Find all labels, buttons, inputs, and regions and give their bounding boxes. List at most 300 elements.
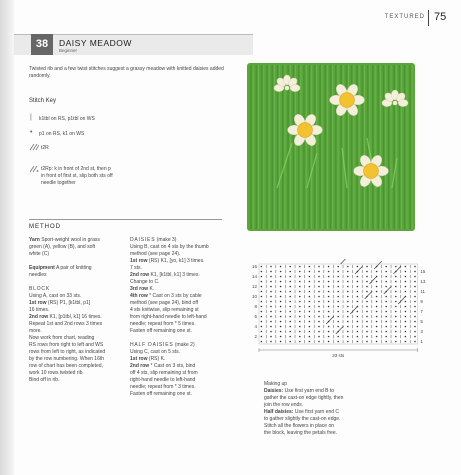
purl-dot [289,336,291,338]
purl-dot [270,316,272,318]
width-label: 33 sts [332,353,345,358]
purl-dot [318,326,320,328]
line-text: method (see page 24). [130,251,181,257]
purl-dot [261,271,263,273]
row-label: 1st row [130,258,148,264]
text-line [29,265,124,272]
purl-dot [309,296,311,298]
row-number-left: 16 [251,264,257,269]
line-text: gather the cast-on edge tightly, then [264,395,344,401]
purl-dot [376,321,378,323]
purl-dot [385,281,387,283]
purl-dot [385,276,387,278]
purl-dot [309,301,311,303]
line-text: 4 sts knitwise, slip remaining st [130,307,199,313]
purl-dot [280,271,282,273]
purl-dot [280,281,282,283]
purl-dot [289,291,291,293]
text-line [130,328,230,335]
purl-dot [299,301,301,303]
text-line [29,370,124,377]
purl-dot [337,306,339,308]
purl-dot [366,286,368,288]
text-line [130,272,230,279]
line-text: rows from left to right, as indicated [29,349,106,355]
purl-dot [395,296,397,298]
purl-dot [309,316,311,318]
purl-dot [395,291,397,293]
stitch-key-item: p1 on RS, k1 on WS [39,131,85,137]
purl-dot [395,326,397,328]
purl-dot [357,276,359,278]
row-label: 2nd row [29,314,49,320]
line-text: right-hand needle to left-hand [130,377,196,383]
purl-dot [395,286,397,288]
purl-dot [357,286,359,288]
text-line [29,251,124,258]
purl-dot [347,296,349,298]
purl-dot [395,341,397,343]
method-heading: METHOD [29,224,61,230]
line-text: Fasten off remaining one st. [130,391,192,397]
twist-symbol [393,266,401,274]
purl-dot [405,301,407,303]
twist-symbol [384,286,392,294]
purl-dot [357,321,359,323]
purl-dot [261,301,263,303]
purl-dot [270,301,272,303]
purl-dot [309,286,311,288]
label: Daisies: [264,388,284,394]
purl-dot [347,316,349,318]
method-column-daisies [130,237,230,398]
purl-dot [261,326,263,328]
line-text: (make 3) [155,237,177,243]
purl-dot [337,276,339,278]
stitch-chart [248,259,453,359]
row-number-left: 8 [254,304,257,309]
line-text: from right-hand needle to left-hand [130,314,207,320]
text-line [130,237,230,244]
purl-dot [366,271,368,273]
text-line [29,272,124,279]
purl-dot [385,301,387,303]
header-divider [428,10,429,26]
purl-dot [405,321,407,323]
purl-dot [318,341,320,343]
text-line [130,265,230,272]
purl-dot [328,306,330,308]
row-number-right: 13 [420,279,426,284]
text-line [29,300,124,307]
purl-dot [376,326,378,328]
method-column-block [29,237,124,384]
purl-dot [366,266,368,268]
purl-dot [376,291,378,293]
purl-dot [289,281,291,283]
purl-dot [318,331,320,333]
purl-dot [261,321,263,323]
purl-dot [337,286,339,288]
purl-dot [405,276,407,278]
purl-dot [376,331,378,333]
purl-dot [270,291,272,293]
purl-dot [261,276,263,278]
twist-symbol [326,316,334,324]
line-text: needles [29,272,47,278]
purl-dot [328,316,330,318]
purl-dot [318,296,320,298]
purl-dot [414,321,416,323]
purl-dot [280,326,282,328]
purl-dot [337,326,339,328]
line-text: 7 sts. [130,265,142,271]
text-line [130,244,230,251]
purl-dot [395,281,397,283]
text-line [264,423,414,430]
row-label: Equipment [29,265,55,271]
purl-dot [337,316,339,318]
purl-dot [337,321,339,323]
row-number-left: 12 [251,284,257,289]
purl-dot [309,281,311,283]
purl-dot [270,336,272,338]
purl-dot [318,286,320,288]
daisy-center [298,123,313,138]
row-number-right: 3 [420,329,423,334]
purl-dot [299,331,301,333]
pattern-number: 38 [31,34,53,55]
purl-dot [337,281,339,283]
purl-dot [309,291,311,293]
purl-dot [261,331,263,333]
making-up-heading: Making up [264,381,288,387]
purl-dot [328,336,330,338]
text-line [130,279,230,286]
purl-dot [395,321,397,323]
text-line [29,356,124,363]
purl-dot [385,271,387,273]
purl-dot [414,326,416,328]
purl-dot [366,281,368,283]
purl-dot [289,301,291,303]
line-gap [29,258,124,265]
purl-dot [337,291,339,293]
purl-dot [261,296,263,298]
method-divider [29,219,222,220]
purl-dot [280,266,282,268]
purl-dot [366,321,368,323]
purl-dot [337,311,339,313]
purl-dot [395,276,397,278]
purl-dot [376,306,378,308]
purl-dot [280,301,282,303]
twisted-knit-symbol-icon: | [30,114,32,121]
purl-dot [261,311,263,313]
purl-dot [385,306,387,308]
purl-dot [299,326,301,328]
twist-symbol [355,266,363,274]
line-text: * Cast on 3 sts by cable [147,293,202,299]
text-line [130,307,230,314]
purl-dot [357,341,359,343]
purl-dot [280,336,282,338]
purl-dot [395,311,397,313]
purl-dot [357,316,359,318]
purl-dot [366,316,368,318]
purl-dot [328,326,330,328]
daisy-petal [398,99,408,106]
purl-dot [366,331,368,333]
purl-dot [385,331,387,333]
purl-dot [337,266,339,268]
t2rp-symbol-icon [29,165,39,173]
purl-dot [366,291,368,293]
purl-dot [366,326,368,328]
text-line [29,349,124,356]
purl-dot [357,331,359,333]
stitch-key-item: in front of first st, slip both sts off [41,173,113,179]
purl-dot [357,296,359,298]
purl-dot [289,271,291,273]
purl-dot [299,281,301,283]
purl-dot [318,336,320,338]
purl-dot [299,266,301,268]
purl-dot [385,286,387,288]
purl-dot [366,341,368,343]
line-text: (RS) P1, [k1tbl, p1] [46,300,91,306]
daisy-center [340,93,355,108]
purl-dot [414,281,416,283]
purl-dot [347,306,349,308]
line-text: Use first yarn end C [293,409,340,415]
line-text: Stitch all the flowers in place on [264,423,335,429]
purl-dot [395,301,397,303]
purl-dot [328,266,330,268]
purl-dot [261,286,263,288]
text-line [130,356,230,363]
purl-dot [405,311,407,313]
purl-dot [318,311,320,313]
purl-dot [357,326,359,328]
line-text: to gather slightly the cast-on edge. [264,416,341,422]
purl-dot [376,286,378,288]
purl-dot [414,336,416,338]
purl-dot [376,271,378,273]
purl-dot [337,341,339,343]
purl-dot [414,301,416,303]
row-number-right: 9 [420,299,423,304]
purl-dot [299,271,301,273]
row-number-right: 15 [420,269,426,274]
purl-dot [357,311,359,313]
purl-dot [385,311,387,313]
row-label: 3rd row [130,286,149,292]
line-text: needle; repeat from * 3 times. [130,384,196,390]
purl-dot [309,306,311,308]
daisy-center [364,164,379,179]
purl-dot [309,276,311,278]
purl-dot [328,271,330,273]
purl-dot [347,276,349,278]
page-spine [0,0,14,475]
line-text: (RS) K1, [yo, k1] 3 times. [147,258,205,264]
section-label: TEXTURED [384,14,425,20]
purl-dot [270,276,272,278]
purl-dot [299,316,301,318]
purl-dot [318,276,320,278]
text-line [29,342,124,349]
purl-dot [385,321,387,323]
purl-dot [414,311,416,313]
purl-dot [414,306,416,308]
line-text: Use first yarn end B to [283,388,335,394]
purl-dot [299,286,301,288]
purl-dot [376,341,378,343]
purl-dot [289,316,291,318]
knitted-swatch-photo [247,63,415,231]
purl-dot [280,331,282,333]
purl-dot [309,311,311,313]
purl-dot [289,341,291,343]
half-daisy-center [285,86,290,91]
page-number: 75 [434,11,447,23]
purl-dot [270,281,272,283]
row-label: 1st row [29,300,47,306]
purl-dot [357,301,359,303]
purl-dot [309,331,311,333]
row-label: 2nd row [130,363,150,369]
purl-dot [405,331,407,333]
line-text: join the row ends. [264,402,304,408]
purl-dot [309,336,311,338]
purl-dot [318,281,320,283]
purl-dot [280,316,282,318]
purl-dot [414,266,416,268]
purl-dot [414,316,416,318]
purl-dot [289,296,291,298]
purl-dot [270,266,272,268]
purl-dot [309,341,311,343]
purl-dot [289,276,291,278]
twist-symbol [350,306,358,314]
text-line [29,321,124,328]
purl-dot [405,336,407,338]
purl-dot [414,331,416,333]
purl-dot [299,296,301,298]
row-label: 2nd row [130,272,150,278]
line-text: Bind off in rib. [29,377,60,383]
line-text: (RS) K. [147,356,166,362]
purl-dot [347,281,349,283]
text-line [130,293,230,300]
daisy-petal [290,84,300,91]
text-line [264,416,414,423]
purl-dot [270,331,272,333]
line-text: Sport-weight wool in grass [39,237,100,243]
purl-dot [270,296,272,298]
line-gap [130,335,230,342]
purl-dot [405,341,407,343]
line-text: A pair of knitting [54,265,92,271]
line-text: needle; repeat from * 5 times. [130,321,196,327]
twist-symbol [398,296,406,304]
purl-dot [405,266,407,268]
text-line [264,388,414,395]
stitch-key-item: k1tbl on RS, p1tbl on WS [39,116,95,122]
difficulty-label: Beginner [59,48,78,53]
line-text: by the row numbering. When 16th [29,356,105,362]
text-line [130,363,230,370]
purl-dot [280,311,282,313]
subsection-heading: DAISIES [130,237,156,243]
purl-dot [261,316,263,318]
half-daisy-center [393,101,398,106]
purl-dot [270,286,272,288]
purl-dot [318,306,320,308]
line-text: K1, [p1tbl, k1] 16 times. [48,314,102,320]
stitch-key-item: t2R [41,145,49,151]
purl-dot [299,341,301,343]
purl-dot [318,271,320,273]
text-line [130,391,230,398]
pattern-title: DAISY MEADOW [59,38,132,48]
row-number-left: 4 [254,324,257,329]
purl-dot [347,321,349,323]
purl-dot [289,326,291,328]
purl-dot [309,266,311,268]
purl-dot [280,321,282,323]
line-gap [29,279,124,286]
purl-dot [414,271,416,273]
row-number-right: 7 [420,309,423,314]
row-number-left: 10 [251,294,257,299]
purl-dot [395,306,397,308]
purl-dot [414,276,416,278]
purl-dot [405,286,407,288]
text-line [29,293,124,300]
purl-dot [395,336,397,338]
purl-dot [347,291,349,293]
purl-dot-symbol-icon: • [30,129,33,136]
purl-dot [270,326,272,328]
text-line [29,237,124,244]
row-number-right: 11 [420,289,426,294]
text-line [264,402,414,409]
purl-dot [357,336,359,338]
purl-dot [309,326,311,328]
line-text: row of chart has been completed, [29,363,103,369]
subsection-heading: BLOCK [29,286,50,292]
purl-dot [347,266,349,268]
row-number-left: 2 [254,334,257,339]
purl-dot [376,336,378,338]
text-line [29,377,124,384]
purl-dot [299,321,301,323]
text-line [130,251,230,258]
purl-dot [280,341,282,343]
purl-dot [318,291,320,293]
purl-dot [318,301,320,303]
purl-dot [318,316,320,318]
purl-dot [337,296,339,298]
purl-dot [395,316,397,318]
text-line [130,384,230,391]
line-text: Fasten off remaining one st. [130,328,192,334]
purl-dot [318,321,320,323]
purl-dot [366,336,368,338]
line-text: K1, [k1tbl, k1] 3 times. [149,272,200,278]
